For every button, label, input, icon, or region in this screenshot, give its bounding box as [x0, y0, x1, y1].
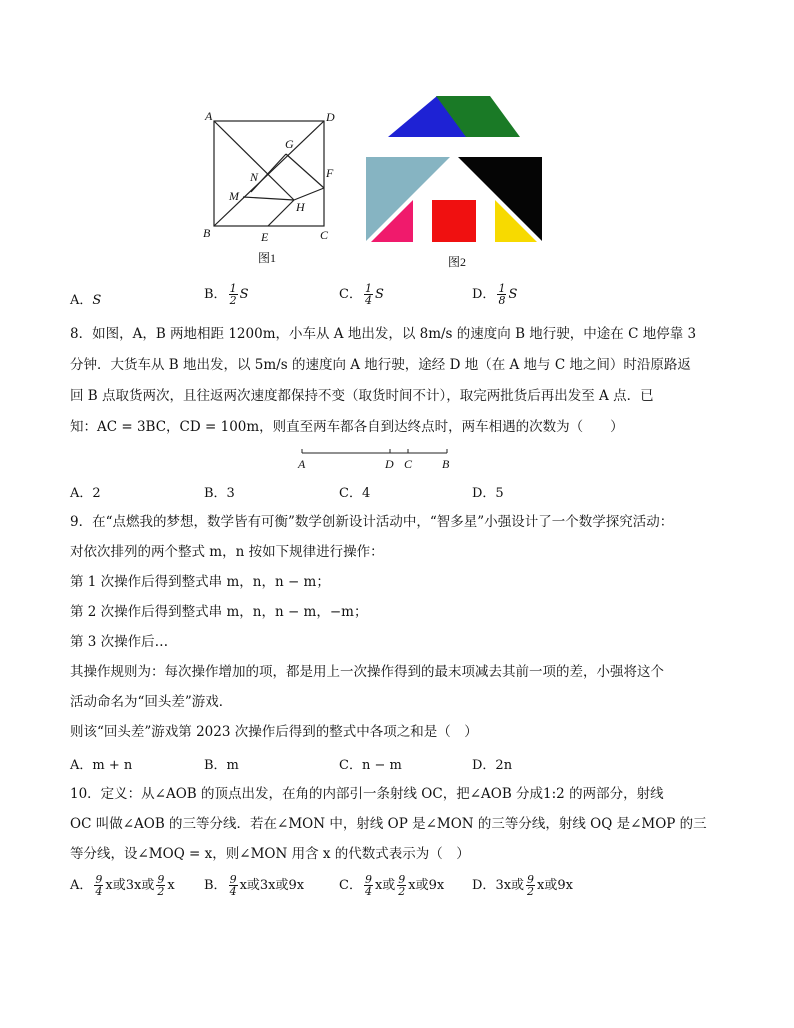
line-gf [286, 154, 324, 188]
figure-1-caption: 图1 [258, 251, 277, 265]
q10-option-a[interactable]: A． $\frac{9}{4}$ x或3x或 $\frac{9}{2}$ x [70, 873, 175, 898]
q9-option-c[interactable]: C．n − m [339, 758, 402, 773]
q9-line-8: 则该“回头差”游戏第 2023 次操作后得到的整式中各项之和是（ ） [70, 724, 478, 740]
seg-label-b: B [442, 457, 450, 471]
line-mh [243, 197, 294, 200]
seg-label-c: C [404, 457, 413, 471]
q7-option-d[interactable]: D． $\frac{1}{8}$ S [472, 282, 518, 307]
fraction: $\frac{9}{2}$ [157, 873, 165, 898]
label-h: H [296, 200, 305, 214]
label-n: N [250, 170, 259, 184]
q9-option-a[interactable]: A．m + n [70, 758, 133, 773]
label-f: F [326, 166, 334, 180]
fraction: $\frac{1}{4}$ [364, 282, 372, 307]
q8-line-3: 回 B 点取货两次，且往返两次速度都保持不变（取货时间不计），取完两批货后再出发至 A 点．已 [70, 388, 654, 404]
q10-line-3: 等分线，设∠MOQ = x，则∠MON 用含 x 的代数式表示为（ ） [70, 846, 470, 862]
fraction: $\frac{9}{4}$ [95, 873, 103, 898]
q9-line-3: 第 1 次操作后得到整式串 m，n，n − m； [70, 574, 330, 590]
q7-option-b[interactable]: B． $\frac{1}{2}$ S [204, 282, 249, 307]
figure-1 [195, 105, 355, 270]
q10-option-c[interactable]: C． $\frac{9}{4}$ x或 $\frac{9}{2}$ x或9x [339, 873, 445, 898]
q9-line-2: 对依次排列的两个整式 m，n 按如下规律进行操作： [70, 544, 384, 560]
q8-option-c[interactable]: C．4 [339, 486, 371, 501]
label-c: C [320, 228, 329, 242]
q10-line-1: 10．定义：从∠AOB 的顶点出发，在角的内部引一条射线 OC，把∠AOB 分成1:2 的两部分，射线 [70, 786, 664, 802]
label-m: M [229, 189, 239, 203]
label-g: G [285, 137, 294, 151]
fraction: $\frac{1}{2}$ [229, 282, 237, 307]
seg-label-d: D [385, 457, 394, 471]
figure-2-caption: 图2 [448, 255, 467, 269]
q8-line-4: 知：AC = 3BC，CD = 100m，则直至两车都各自到达终点时，两车相遇的次数为（ ） [70, 419, 624, 435]
q9-line-4: 第 2 次操作后得到整式串 m，n，n − m，−m； [70, 604, 368, 620]
label-d: D [326, 110, 335, 124]
fraction: $\frac{1}{8}$ [498, 282, 506, 307]
q7-option-a[interactable]: A．S [70, 293, 102, 308]
q8-line-1: 8．如图，A，B 两地相距 1200m，小车从 A 地出发，以 8m/s 的速度向 B 地行驶，中途在 C 地停靠 3 [70, 326, 697, 342]
q8-option-a[interactable]: A．2 [70, 486, 101, 501]
q9-line-5: 第 3 次操作后… [70, 634, 169, 650]
seg-label-a: A [298, 457, 306, 471]
q7-option-c[interactable]: C． $\frac{1}{4}$ S [339, 282, 384, 307]
q10-option-b[interactable]: B． $\frac{9}{4}$ x或3x或9x [204, 873, 305, 898]
line-he [268, 200, 294, 226]
fraction: $\frac{9}{4}$ [364, 873, 372, 898]
q9-line-1: 9．在“点燃我的梦想，数学皆有可衡”数学创新设计活动中，“智多星”小强设计了一个数学探究活动： [70, 514, 674, 530]
q10-option-d[interactable]: D．3x或 $\frac{9}{2}$ x或9x [472, 873, 573, 898]
fraction: $\frac{9}{4}$ [229, 873, 237, 898]
q8-option-d[interactable]: D．5 [472, 486, 504, 501]
q8-option-b[interactable]: B．3 [204, 486, 235, 501]
label-e: E [261, 230, 269, 244]
q9-option-d[interactable]: D．2n [472, 758, 513, 773]
line-fh [294, 188, 324, 200]
fraction: $\frac{9}{2}$ [398, 873, 406, 898]
fraction: $\frac{9}{2}$ [527, 873, 535, 898]
q9-option-b[interactable]: B．m [204, 758, 239, 773]
q9-line-6: 其操作规则为：每次操作增加的项，都是用上一次操作得到的最末项减去其前一项的差，小强将这个 [70, 664, 664, 680]
label-b: B [203, 226, 211, 240]
q9-line-7: 活动命名为“回头差”游戏． [70, 694, 233, 710]
q10-line-2: OC 叫做∠AOB 的三等分线．若在∠MON 中，射线 OP 是∠MON 的三等分线，射线 OQ 是∠MOP 的三 [70, 816, 707, 832]
q8-line-2: 分钟．大货车从 B 地出发，以 5m/s 的速度向 A 地行驶，途经 D 地（在 A 地与 C 地之间）时沿原路返 [70, 357, 691, 373]
red-square [432, 200, 476, 242]
figure-2 [360, 90, 550, 275]
label-a: A [205, 109, 213, 123]
q8-segment-figure [290, 446, 460, 474]
